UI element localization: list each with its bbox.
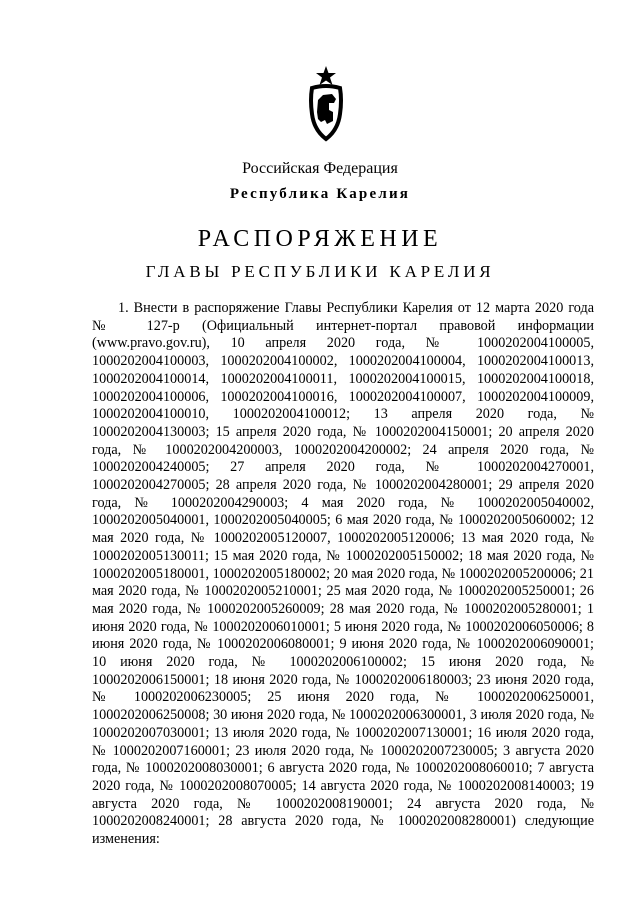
document-type-title: РАСПОРЯЖЕНИЕ xyxy=(197,226,443,252)
paragraph-1: 1. Внести в распоряжение Главы Республики Карелия от 12 марта 2020 года № 127-р (Официальный интернет-портал правовой информации (www.pravo.gov.ru), 10 апреля 2020 года, № 1000202004100005, 1000202004100003, 1000202004100002, 1000202004100004, 1000202004100013, 1000202004100014, 1000202004100011, 1000202004100015, 1000202004100018, 1000202004100006, 1000202004100016, 1000202004100007, 1000202004100009, 1000202004100010, 1000202004100012; 13 апреля 2020 года, № 1000202004130003; 15 апреля 2020 года, № 1000202004150001; 20 апреля 2020 года, № 1000202004200003, 1000202004200002; 24 апреля 2020 года, № 1000202004240005; 27 апреля 2020 года, № 1000202004270001, 1000202004270005; 28 апреля 2020 года, № 1000202004280001; 29 апреля 2020 года, № 1000202004290003; 4 мая 2020 года, № 1000202005040002, 1000202005040001, 1000202005040005; 6 мая 2020 года, № 1000202005060002; 12 мая 2020 года, № 1000202005120007, 1000202005120006; 13 мая 2020 года, № 1000202005130011; 15 мая 2020 года, № 1000202005150002; 18 мая 2020 года, № 1000202005180001, 1000202005180002; 20 мая 2020 года, № 1000202005200006; 21 мая 2020 года, № 1000202005210001; 25 мая 2020 года, № 1000202005250001; 26 мая 2020 года, № 1000202005260009; 28 мая 2020 года, № 1000202005280001; 1 июня 2020 года, № 1000202006010001; 5 июня 2020 года, № 1000202006050006; 8 июня 2020 года, № 1000202006080001; 9 июня 2020 года, № 1000202006090001; 10 июня 2020 года, № 1000202006100002; 15 июня 2020 года, № 1000202006150001; 18 июня 2020 года, № 1000202006180003; 23 июня 2020 года, № 1000202006230005; 25 июня 2020 года, № 1000202006250001, 1000202006250008; 30 июня 2020 года, № 1000202006300001, 3 июля 2020 года, № 1000202007030001; 13 июля 2020 года, № 1000202007130001; 16 июля 2020 года, № 1000202007160001; 23 июля 2020 года, № 1000202007230005; 3 августа 2020 года, № 1000202008030001; 6 августа 2020 года, № 1000202008060010; 7 августа 2020 года, № 1000202008070005; 14 августа 2020 года, № 1000202008140003; 19 августа 2020 года, № 1000202008190001; 24 августа 2020 года, № 1000202008240001; 28 августа 2020 года, № 1000202008280001) следующие изменения: xyxy=(92,300,594,848)
document-issuer: ГЛАВЫ РЕСПУБЛИКИ КАРЕЛИЯ xyxy=(145,262,495,281)
federation-name: Российская Федерация xyxy=(242,160,398,177)
karelia-coat-of-arms-icon xyxy=(303,64,349,144)
document-body xyxy=(92,300,594,849)
republic-name: Республика Карелия xyxy=(229,186,411,202)
